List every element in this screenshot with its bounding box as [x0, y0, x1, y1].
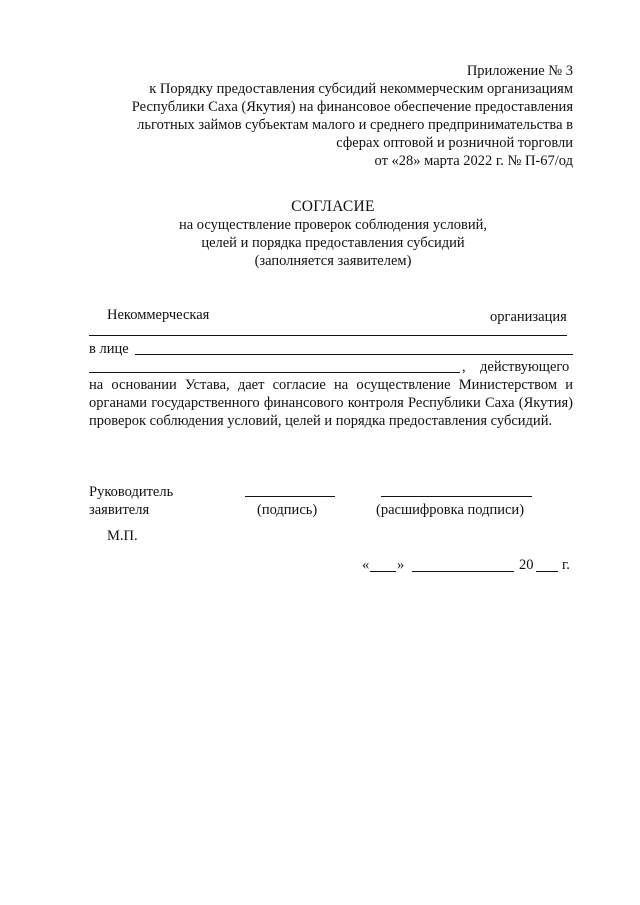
org-label-right: организация — [490, 309, 567, 325]
appendix-date: от «28» марта 2022 г. № П-67/од — [374, 153, 573, 169]
year-prefix: 20 — [519, 557, 534, 573]
document-title: СОГЛАСИЕ — [291, 198, 375, 215]
org-label-left: Некоммерческая — [107, 307, 210, 323]
document-subtitle: на осуществление проверок соблюдения условий, — [178, 217, 488, 233]
signature-field[interactable] — [245, 496, 335, 497]
consent-body: на основании Устава, дает согласие на осуществление Министерством и органами государственного финансового контроля Республики Саха (Якутия) проверок соблюдения условий, целей и порядка предоставления субсидий. — [89, 377, 573, 429]
document-subtitle: целей и порядка предоставления субсидий — [201, 235, 465, 251]
stamp-label: М.П. — [107, 528, 138, 544]
signer-title: Руководитель — [89, 484, 174, 500]
signature-caption: (подпись) — [257, 502, 318, 518]
in-person-label: в лице — [89, 341, 129, 357]
appendix-number: Приложение № 3 — [466, 63, 573, 79]
acting-label: действующего — [480, 359, 570, 375]
org-name-field[interactable] — [89, 335, 567, 336]
day-field[interactable] — [370, 571, 396, 572]
month-field[interactable] — [412, 571, 514, 572]
appendix-line: сферах оптовой и розничной торговли — [336, 135, 573, 151]
signature-decode-field[interactable] — [381, 496, 532, 497]
representative-field[interactable] — [135, 354, 573, 355]
appendix-line: льготных займов субъектам малого и среднего предпринимательства в — [137, 117, 573, 133]
comma-mark: , — [462, 359, 466, 375]
year-suffix: г. — [562, 557, 570, 573]
date-quote-open: « — [362, 557, 370, 573]
appendix-line: к Порядку предоставления субсидий некоммерческим организациям — [149, 81, 573, 97]
appendix-line: Республики Саха (Якутия) на финансовое обеспечение предоставления — [131, 99, 573, 115]
representative-position-field[interactable] — [89, 372, 460, 373]
fill-note: (заполняется заявителем) — [254, 253, 412, 269]
date-quote-close: » — [397, 557, 405, 573]
signature-decode-caption: (расшифровка подписи) — [376, 502, 525, 518]
signer-title: заявителя — [89, 502, 150, 518]
year-field[interactable] — [536, 571, 558, 572]
